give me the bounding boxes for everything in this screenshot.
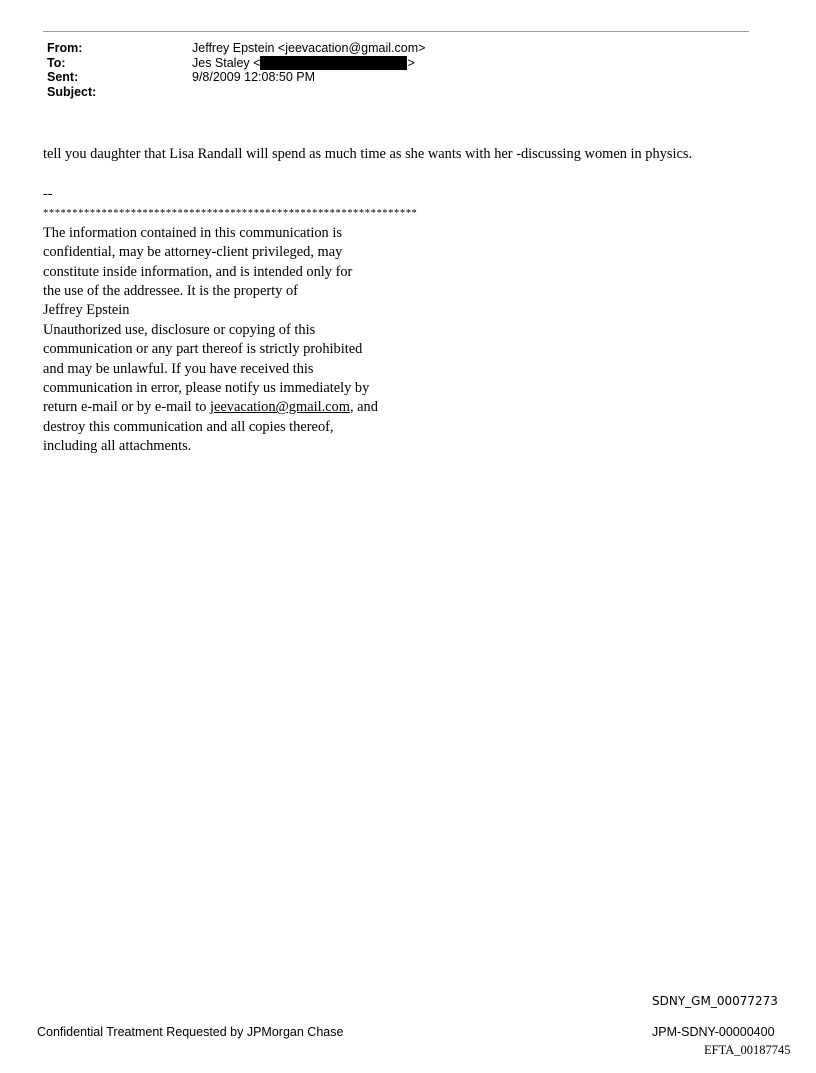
- sent-value: 9/8/2009 12:08:50 PM: [192, 70, 316, 84]
- redaction-box: [260, 56, 407, 70]
- email-link[interactable]: jeevacation@gmail.com: [210, 399, 350, 416]
- email-header: [47, 41, 425, 99]
- to-label: To:: [47, 55, 66, 70]
- subject-row: [47, 85, 425, 100]
- email-line-prefix: return e-mail or by e-mail to: [43, 399, 211, 416]
- disclaimer-line: and may be unlawful. If you have received this: [43, 360, 314, 377]
- bates-stamp-efta: EFTA_00187745: [704, 1043, 791, 1057]
- from-value: Jeffrey Epstein <jeevacation@gmail.com>: [192, 41, 426, 55]
- to-prefix: Jes Staley <: [192, 55, 261, 70]
- signature-dashes: --: [43, 186, 53, 202]
- disclaimer-line: including all attachments.: [43, 438, 192, 455]
- to-value: [192, 56, 415, 71]
- bates-stamp-jpm: JPM-SDNY-00000400: [652, 1025, 775, 1039]
- signature-block: [43, 185, 417, 456]
- from-row: [47, 41, 425, 56]
- sent-row: [47, 70, 425, 85]
- disclaimer-line: Jeffrey Epstein: [43, 302, 130, 319]
- to-suffix: >: [407, 55, 415, 70]
- sent-label: Sent:: [47, 70, 79, 84]
- disclaimer-line: constitute inside information, and is intended only for: [43, 263, 353, 280]
- subject-label: Subject:: [47, 84, 97, 99]
- disclaimer-line: Unauthorized use, disclosure or copying of this: [43, 321, 316, 338]
- disclaimer-line: communication in error, please notify us immediately by: [43, 379, 370, 396]
- disclaimer-line: confidential, may be attorney-client privileged, may: [43, 244, 343, 261]
- header-divider: [43, 31, 749, 32]
- disclaimer-line: The information contained in this communication is: [43, 224, 342, 241]
- email-line-suffix: , and: [349, 399, 378, 416]
- signature-stars: ****************************************************************: [43, 208, 418, 220]
- disclaimer-line: destroy this communication and all copies thereof,: [43, 418, 334, 435]
- to-row: [47, 56, 425, 71]
- disclaimer-line: the use of the addressee. It is the property of: [43, 282, 298, 299]
- email-body-text: tell you daughter that Lisa Randall will spend as much time as she wants with her -discussing women in physics.: [43, 146, 693, 162]
- from-label: From:: [47, 41, 83, 55]
- confidential-notice: Confidential Treatment Requested by JPMorgan Chase: [37, 1025, 344, 1039]
- bates-stamp-sdny-gm: SDNY_GM_00077273: [652, 994, 778, 1008]
- disclaimer-line: communication or any part thereof is strictly prohibited: [43, 341, 363, 358]
- disclaimer-email-line: [43, 398, 417, 417]
